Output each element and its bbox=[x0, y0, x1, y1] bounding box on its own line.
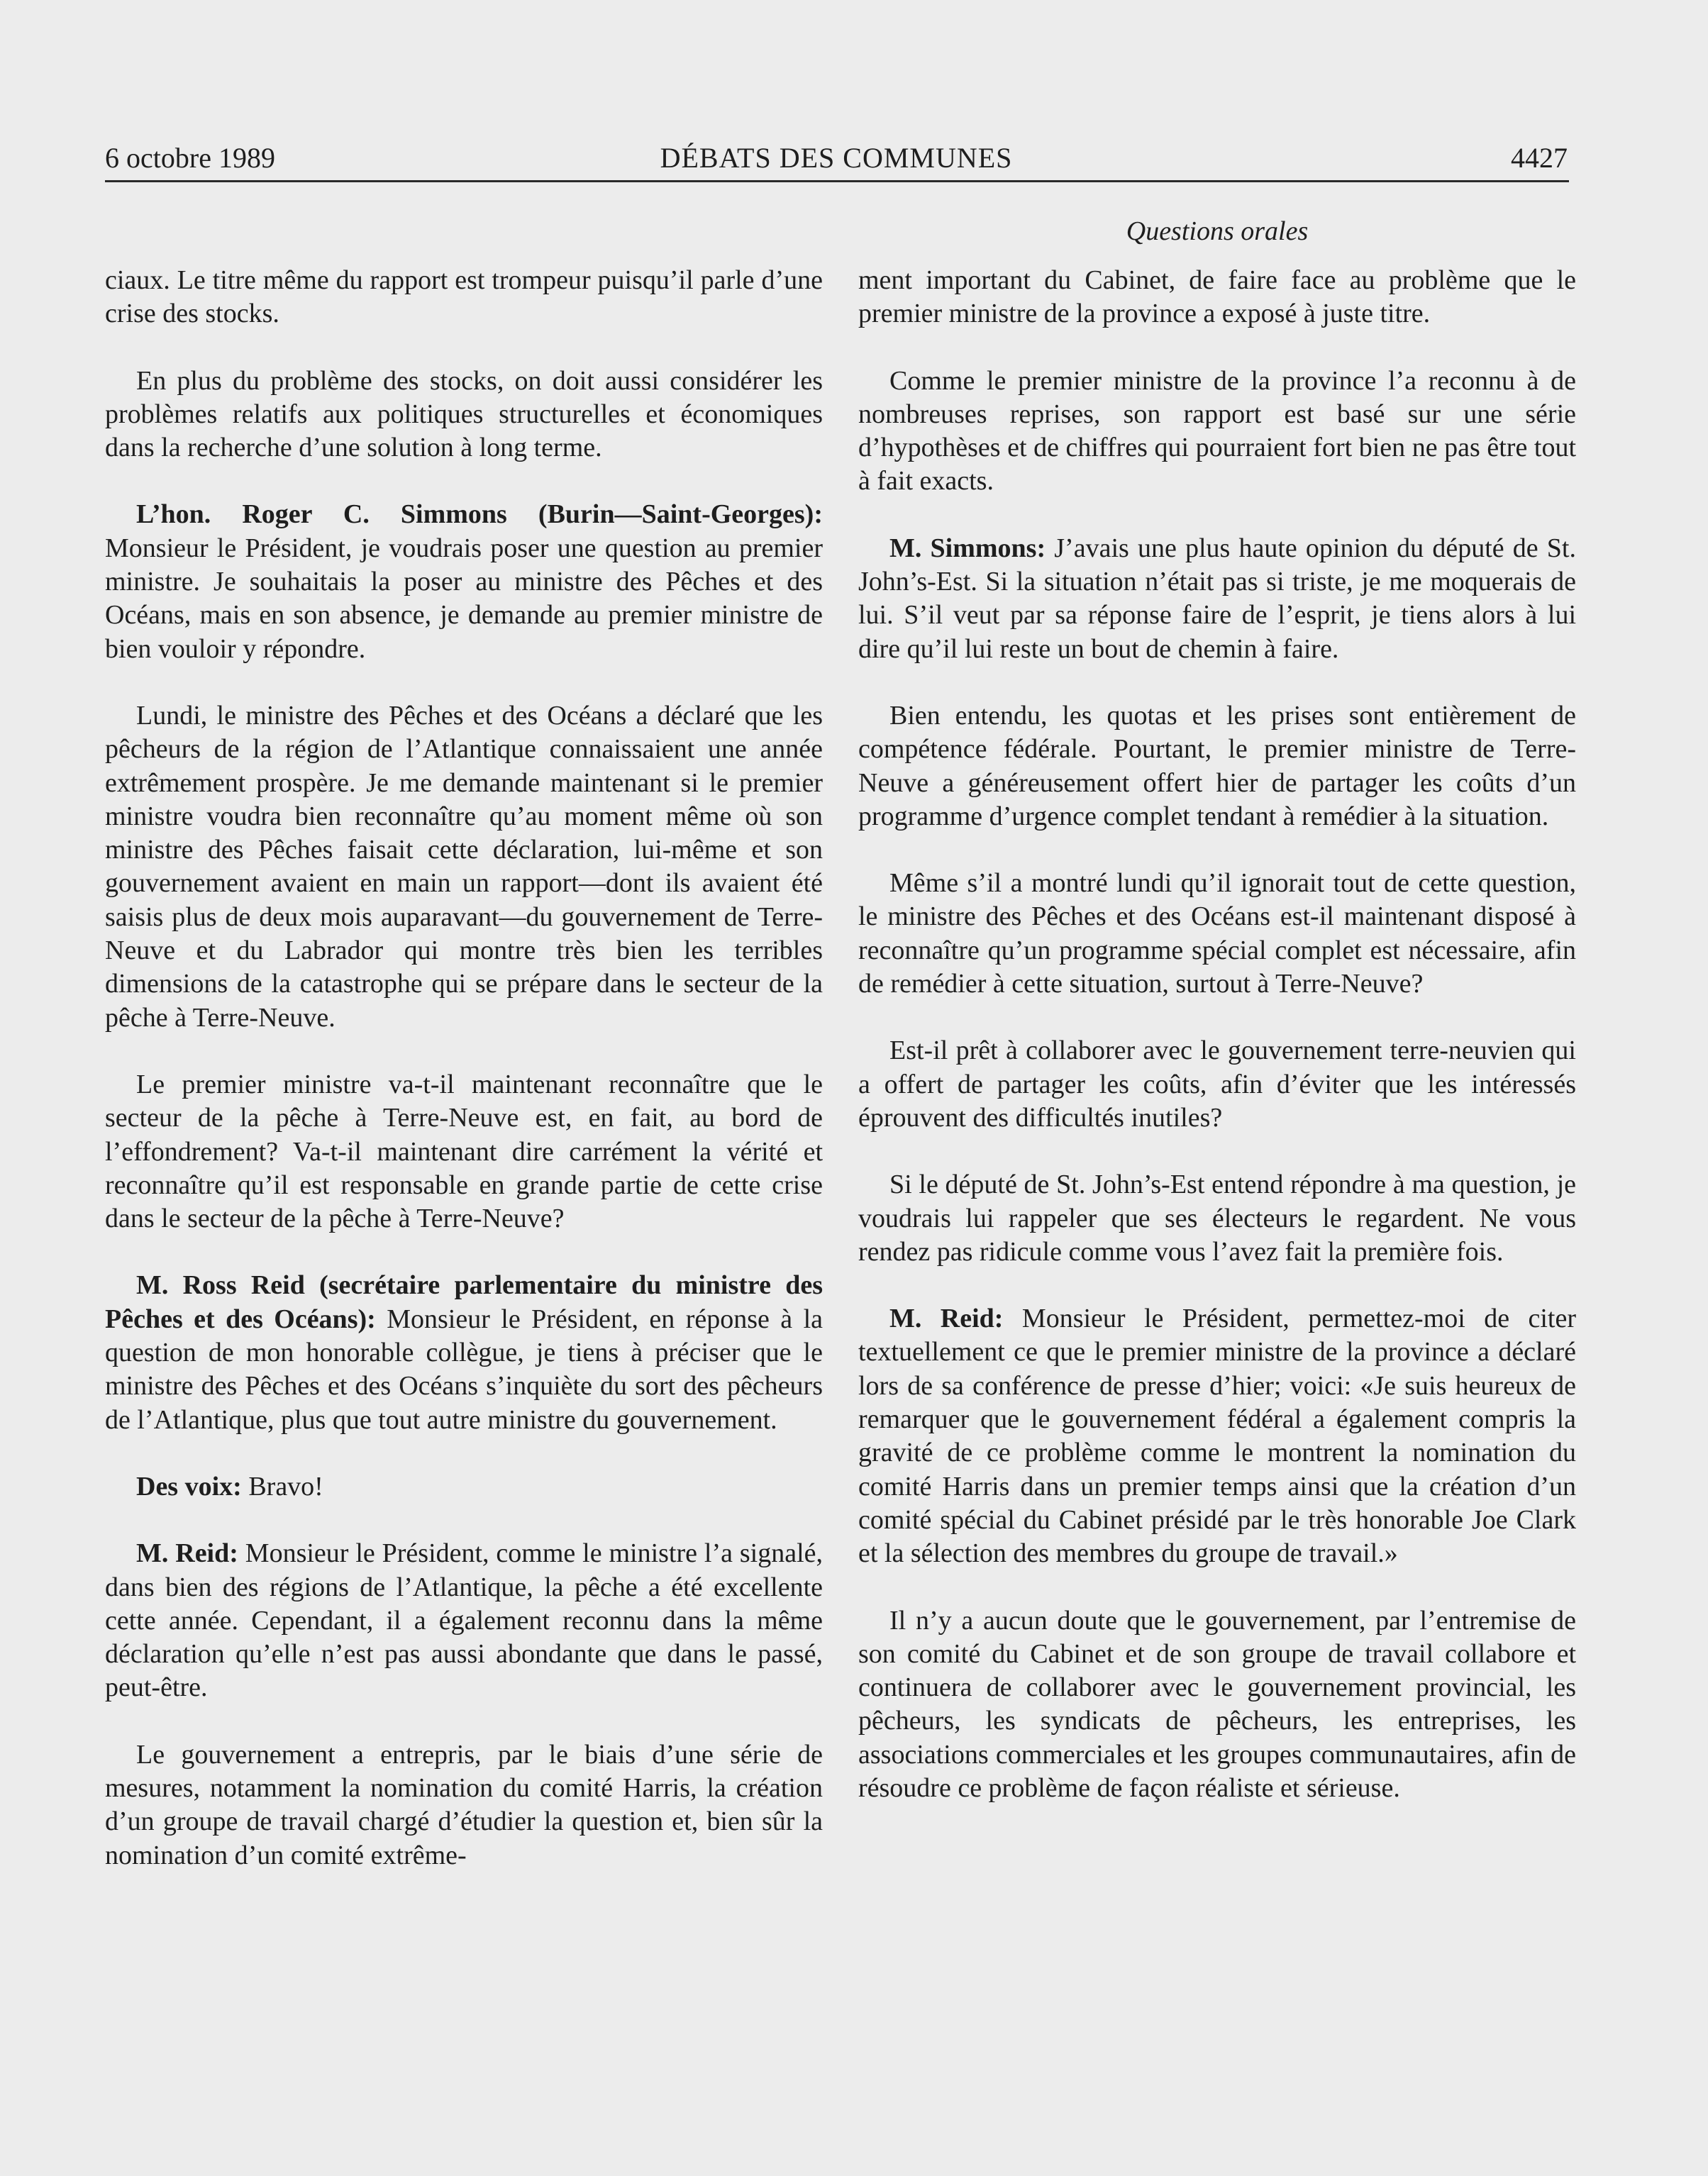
paragraph bbox=[858, 532, 1576, 666]
header-rule bbox=[105, 180, 1569, 182]
speaker-name: M. Reid: bbox=[136, 1538, 238, 1569]
paragraph: Bien entendu, les quotas et les prises sont entièrement de compétence fédérale. Pourtant, le premier ministre de Terre-Neuve a généreusement offert hier de partager les coûts d’un programme d’urgence complet tendant à remédier à la situation. bbox=[858, 700, 1576, 831]
section-subheader: Questions orales bbox=[1126, 216, 1309, 246]
speech-text: Bravo! bbox=[241, 1471, 323, 1501]
speech-text: Monsieur le Président, en réponse à la question de mon honorable collègue, je tiens à préciser que le ministre des Pêches et des Océans s’inquiète du sort des pêcheurs de l’Atlantique, plus que tout autre ministre du gouvernement. bbox=[105, 1304, 823, 1435]
page-header bbox=[105, 139, 1568, 177]
paragraph: En plus du problème des stocks, on doit aussi considérer les problèmes relatifs aux politiques structurelles et économiques dans la recherche d’une solution à long terme. bbox=[105, 365, 823, 463]
speech-text: Monsieur le Président, comme le ministre l’a signalé, dans bien des régions de l’Atlantique, la pêche a été excellente cette année. Cependant, il a également reconnu dans la même déclaration qu’elle n’est pas aussi abondante que dans le passé, peut-être. bbox=[105, 1538, 823, 1703]
paragraph bbox=[105, 1269, 823, 1436]
paragraph bbox=[105, 498, 823, 665]
paragraph: ment important du Cabinet, de faire face au problème que le premier ministre de la province a exposé à juste titre. bbox=[858, 265, 1576, 329]
paragraph: Il n’y a aucun doute que le gouvernement, par l’entremise de son comité du Cabinet et de son groupe de travail collabore et continuera de collaborer avec le gouvernement provincial, les pêcheurs, les syndicats de pêcheurs, les entreprises, les associations commerciales et les groupes communautaires, afin de résoudre ce problème de façon réaliste et sérieuse. bbox=[858, 1605, 1576, 1803]
paragraph: Le gouvernement a entrepris, par le biais d’une série de mesures, notamment la nomination du comité Harris, la création d’un groupe de travail chargé d’étudier la question et, bien sûr la nomination d’un comité extrême- bbox=[105, 1739, 823, 1870]
paragraph bbox=[105, 1537, 823, 1704]
paragraph bbox=[105, 1470, 823, 1504]
speaker-name: M. Reid: bbox=[889, 1304, 1004, 1334]
right-column bbox=[858, 264, 1576, 1805]
speaker-name: L’hon. Roger C. Simmons (Burin—Saint-Georges): bbox=[136, 499, 823, 530]
paragraph: Même s’il a montré lundi qu’il ignorait tout de cette question, le ministre des Pêches et des Océans est-il maintenant disposé à reconnaître qu’un programme spécial complet est nécessaire, afin de remédier à cette situation, surtout à Terre-Neuve? bbox=[858, 868, 1576, 999]
paragraph: Comme le premier ministre de la province l’a reconnu à de nombreuses reprises, son rapport est basé sur une série d’hypothèses et de chiffres qui pourraient fort bien ne pas être tout à fait exacts. bbox=[858, 365, 1576, 496]
speaker-name: M. Simmons: bbox=[889, 533, 1046, 563]
paragraph: Est-il prêt à collaborer avec le gouvernement terre-neuvien qui a offert de partager les coûts, afin d’éviter que les intéressés éprouvent des difficultés inutiles? bbox=[858, 1036, 1576, 1133]
paragraph: ciaux. Le titre même du rapport est trompeur puisqu’il parle d’une crise des stocks. bbox=[105, 265, 823, 329]
paragraph: Le premier ministre va-t-il maintenant reconnaître que le secteur de la pêche à Terre-Neuve est, en fait, au bord de l’effondrement? Va-t-il maintenant dire carrément la vérité et reconnaître qu’il est responsable en grande partie de cette crise dans le secteur de la pêche à Terre-Neuve? bbox=[105, 1069, 823, 1234]
paragraph: Si le député de St. John’s-Est entend répondre à ma question, je voudrais lui rappeler que ses électeurs le regardent. Ne vous rendez pas ridicule comme vous l’avez fait la première fois. bbox=[858, 1170, 1576, 1267]
speech-text: Monsieur le Président, permettez-moi de citer textuellement ce que le premier ministre de la province a déclaré lors de sa conférence de presse d’hier; voici: «Je suis heureux de remarquer que le gouvernement fédéral a également compris la gravité de ce problème comme le montrent la nomination du comité Harris dans un premier temps ainsi que la création d’un comité spécial du Cabinet présidé par le très honorable Joe Clark et la sélection des membres du groupe de travail.» bbox=[858, 1304, 1576, 1569]
left-column bbox=[105, 264, 823, 1872]
paragraph: Lundi, le ministre des Pêches et des Océans a déclaré que les pêcheurs de la région de l’Atlantique connaissaient une année extrêmement prospère. Je me demande maintenant si le premier ministre voudra bien reconnaître qu’au moment même où son ministre des Pêches faisait cette déclaration, lui-même et son gouvernement avaient en main un rapport—dont ils avaient été saisis plus de deux mois auparavant—du gouvernement de Terre-Neuve et du Labrador qui montre très bien les terribles dimensions de la catastrophe qui se prépare dans le secteur de la pêche à Terre-Neuve. bbox=[105, 700, 823, 1033]
paragraph bbox=[858, 1302, 1576, 1570]
header-page-number: 4427 bbox=[1511, 142, 1568, 174]
speaker-name: M. Ross Reid (secrétaire parlementaire du ministre des Pêches et des Océans): bbox=[105, 1270, 823, 1334]
header-date: 6 octobre 1989 bbox=[105, 142, 275, 174]
speech-text: Monsieur le Président, je voudrais poser une question au premier ministre. Je souhaitais la poser au ministre des Pêches et des Océans, mais en son absence, je demande au premier ministre de bien vouloir y répondre. bbox=[105, 533, 823, 664]
header-title: DÉBATS DES COMMUNES bbox=[660, 142, 1013, 174]
speech-text: J’avais une plus haute opinion du député de St. John’s-Est. Si la situation n’était pas si triste, je me moquerais de lui. S’il veut par sa réponse faire de l’esprit, je tiens alors à lui dire qu’il lui reste un bout de chemin à faire. bbox=[858, 533, 1576, 664]
speaker-name: Des voix: bbox=[136, 1471, 242, 1501]
